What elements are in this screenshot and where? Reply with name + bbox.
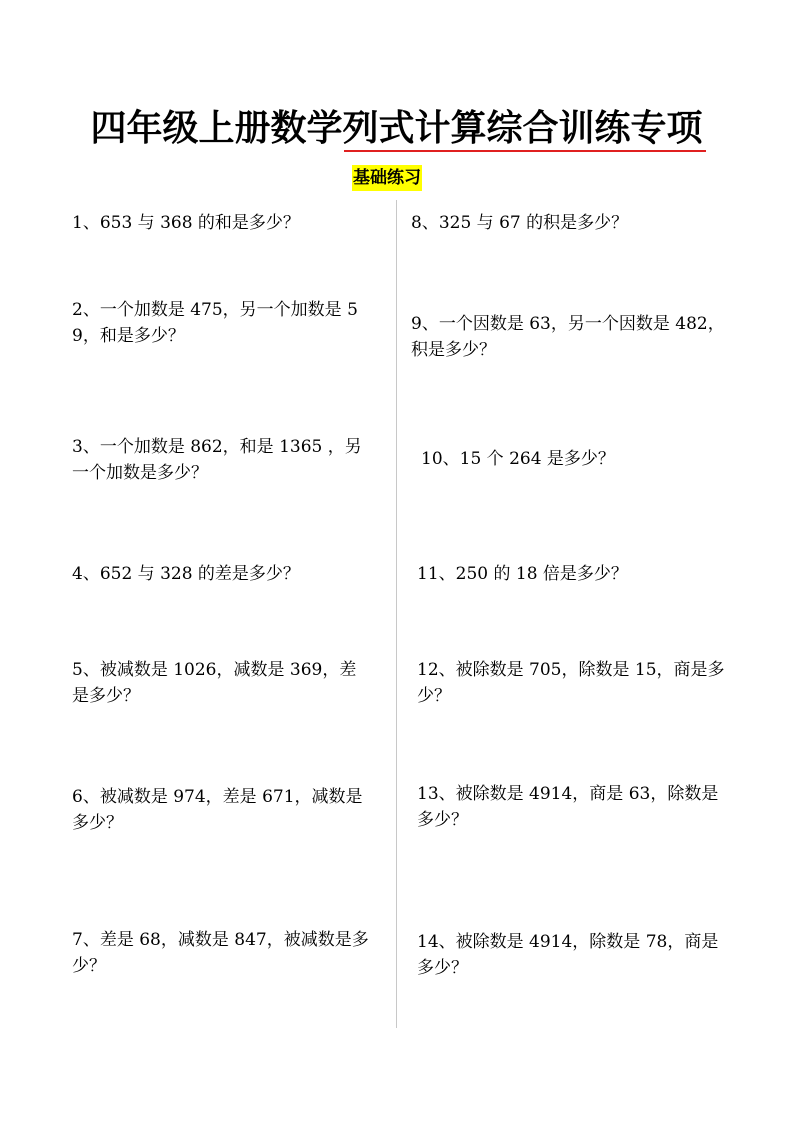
question-4: 4、652 与 328 的差是多少？	[72, 564, 300, 584]
section-subtitle: 基础练习	[352, 165, 422, 191]
question-10: 10、15 个 264 是多少？	[421, 449, 615, 469]
question-3: 3、一个加数是 862，和是 1365 ，另一个加数是多少？	[72, 437, 362, 483]
question-12: 12、被除数是 705，除数是 15，商是多少？	[417, 660, 725, 706]
question-14: 14、被除数是 4914，除数是 78，商是多少？	[417, 932, 719, 978]
question-2: 2、一个加数是 475，另一个加数是 59，和是多少？	[72, 300, 358, 346]
column-divider	[396, 200, 397, 1028]
question-7: 7、差是 68，减数是 847，被减数是多少？	[72, 930, 369, 976]
question-8: 8、325 与 67 的积是多少？	[411, 213, 629, 233]
page-title: 四年级上册数学列式计算综合训练专项	[90, 108, 703, 149]
question-11: 11、250 的 18 倍是多少？	[417, 564, 628, 584]
question-5: 5、被减数是 1026，减数是 369，差是多少？	[72, 660, 357, 706]
title-underline	[344, 150, 706, 152]
question-1: 1、653 与 368 的和是多少？	[72, 213, 300, 233]
question-13: 13、被除数是 4914，商是 63，除数是多少？	[417, 784, 719, 830]
question-9: 9、一个因数是 63，另一个因数是 482，积是多少？	[411, 314, 725, 360]
question-6: 6、被减数是 974，差是 671，减数是多少？	[72, 787, 363, 833]
